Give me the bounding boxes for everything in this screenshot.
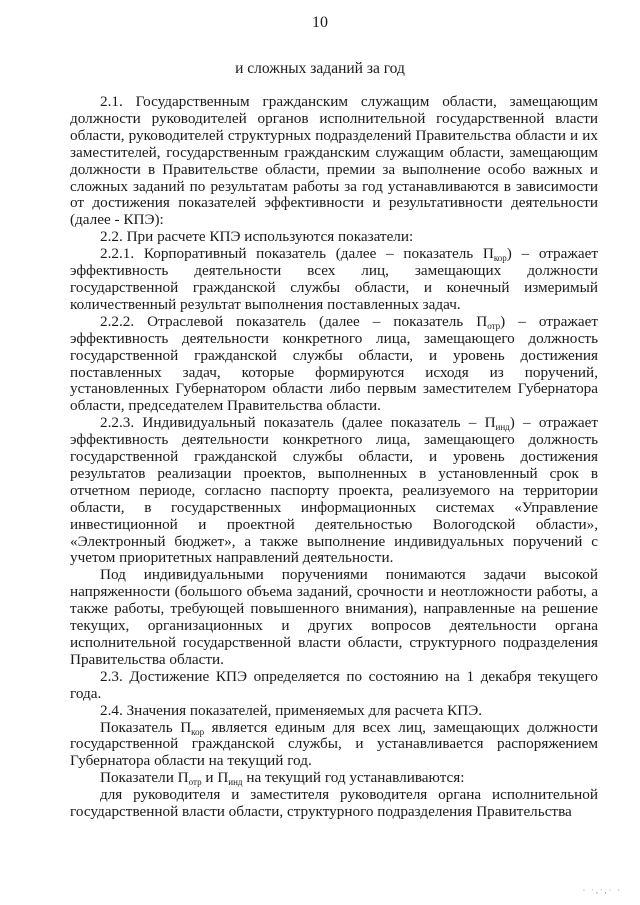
paragraph-2-2-2: 2.2.2. Отраслевой показатель (далее – показатель $П_{отр}$) – отражает эффективность деятельности конкретного лица, замещающего должность государственной гражданской службы области, и уровень достижения поставленных задач, которые формируются исходя из поручений, установленных Губернатором области либо первым заместителем Губернатора области, председателем Правительства области. <box>70 312 598 415</box>
page-number: 10 <box>312 14 328 31</box>
paragraph-2-2: 2.2. При расчете КПЭ используются показатели: <box>100 228 414 246</box>
paragraph-2-1: 2.1. Государственным гражданским служащим области, замещающим должности руководителей органов исполнительной государственной власти области, руководителей структурных подразделений Правительства области и их заместителей, государственным гражданским служащим области, замещающим должности в Правительстве области, премии за выполнение особо важных и сложных заданий по результатам работы за год устанавливаются в зависимости от достижения показателей эффективности и результативности деятельности (далее - КПЭ): <box>70 93 598 229</box>
paragraph-2-3: 2.3. Достижение КПЭ определяется по состоянию на 1 декабря текущего года. <box>70 667 598 702</box>
page-header-continuation: и сложных заданий за год <box>235 60 405 77</box>
paragraph-2-2-3: 2.2.3. Индивидуальный показатель (далее показатель – $П_{инд}$) – отражает эффективность деятельности конкретного лица, замещающего должность государственной гражданской службы области, и уровень достижения результатов реализации проектов, выполненных в установленный срок в отчетном периоде, согласно паспорту проекта, реализуемого на территории области, в государственных информационных системах «Управление инвестиционной и проектной деятельностью Вологодской области», «Электронный бюджет», а также выполнение индивидуальных поручений с учетом приоритетных направлений деятельности. <box>70 414 598 567</box>
paragraph-otr-ind-indicators: Показатели $П_{отр}$ и $П_{инд}$ на текущий год устанавливаются: <box>100 769 465 788</box>
paragraph-for-heads: для руководителя и заместителя руководителя органа исполнительной государственной власти области, структурного подразделения Правительства <box>70 786 598 821</box>
document-body <box>70 94 598 821</box>
paragraph-2-2-1: 2.2.1. Корпоративный показатель (далее – показатель $П_{кор}$) – отражает эффективность деятельности всех лиц, замещающих должности государственной гражданской службы области, и конечный измеримый количественный результат выполнения поставленных задач. <box>70 245 598 313</box>
footer-mark: · ·,·,· · <box>582 886 622 895</box>
paragraph-2-4: 2.4. Значения показателей, применяемых для расчета КПЭ. <box>100 701 483 719</box>
paragraph-kor-indicator: Показатель $П_{кор}$ является единым для всех лиц, замещающих должности государственной гражданской службы, и устанавливается распоряжением Губернатора области на текущий год. <box>70 718 598 770</box>
paragraph-individual-tasks: Под индивидуальными поручениями понимаются задачи высокой напряженности (большого объема заданий, срочности и неотложности работы, а также работы, требующей повышенного внимания), направленные на решение текущих, организационных и других вопросов деятельности органа исполнительной государственной власти области, структурного подразделения Правительства области. <box>70 566 598 668</box>
